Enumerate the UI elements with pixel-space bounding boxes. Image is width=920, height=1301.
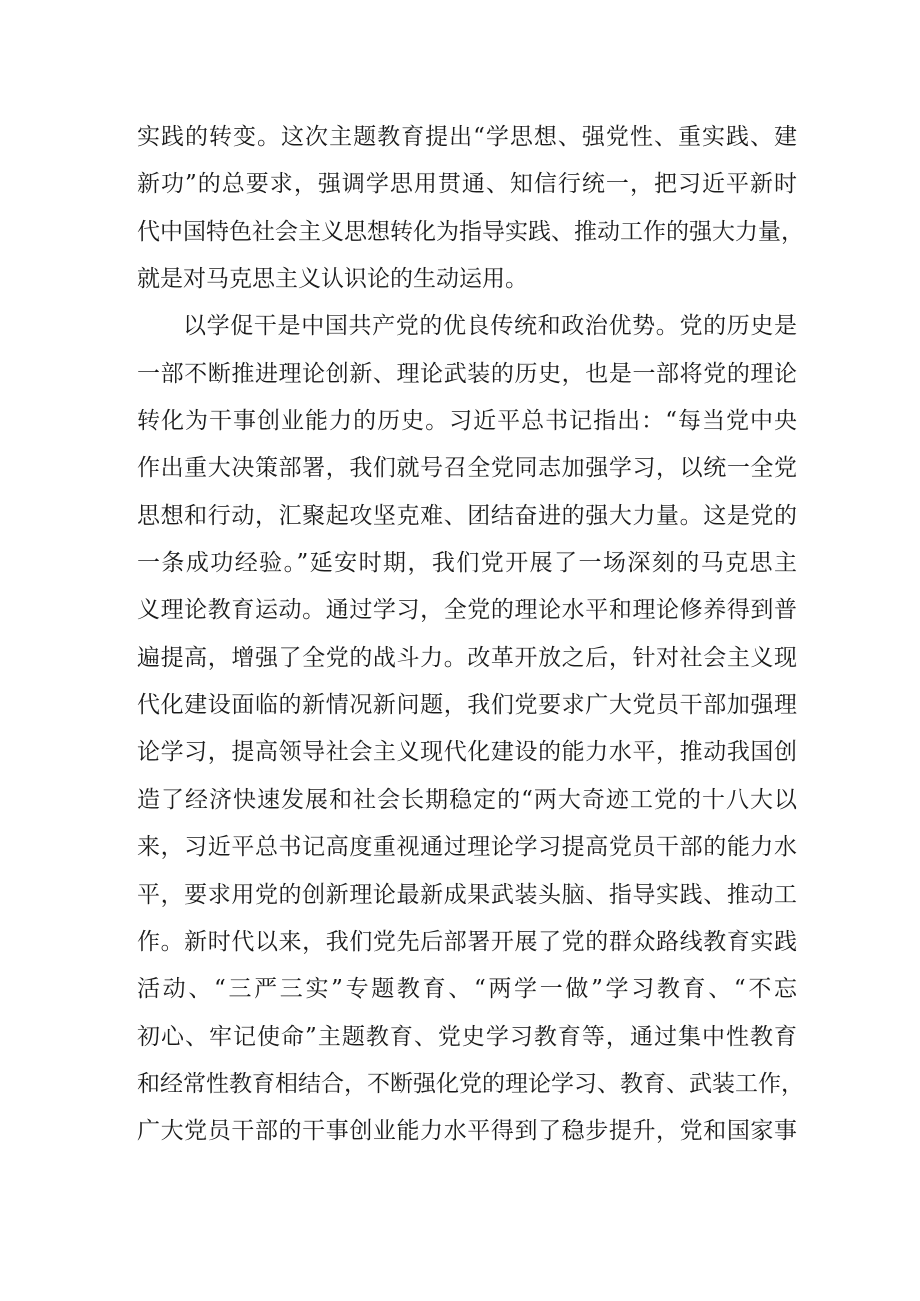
paragraph-first-line: 以学促干是中国共产党的优良传统和政治优势。党的历史是 (183, 313, 797, 340)
text-line: 和经常性教育相结合，不断强化党的理论学习、教育、武装工作， (137, 1070, 804, 1097)
text-line: 代化建设面临的新情况新问题，我们党要求广大党员干部加强理 (137, 692, 797, 719)
text-line: 造了经济快速发展和社会长期稳定的“两大奇迹工党的十八大以 (137, 786, 797, 813)
text-line: 活动、“三严三实”专题教育、“两学一做”学习教育、“不忘 (137, 976, 797, 1003)
text-line: 一条成功经验。”延安时期，我们党开展了一场深刻的马克思主 (137, 550, 797, 577)
text-line: 作。新时代以来，我们党先后部署开展了党的群众路线教育实践 (137, 928, 797, 955)
text-line: 转化为干事创业能力的历史。习近平总书记指出：“每当党中央 (137, 408, 797, 435)
text-line: 就是对马克思主义认识论的生动运用。 (137, 266, 528, 293)
text-line: 一部不断推进理论创新、理论武装的历史，也是一部将党的理论 (137, 360, 797, 387)
body-text (137, 114, 804, 1156)
text-line: 实践的转变。这次主题教育提出“学思想、强党性、重实践、建 (137, 124, 797, 150)
text-line: 平，要求用党的创新理论最新成果武装头脑、指导实践、推动工 (137, 881, 797, 908)
text-line: 遍提高，增强了全党的战斗力。改革开放之后，针对社会主义现 (137, 644, 797, 671)
text-line: 来，习近平总书记高度重视通过理论学习提高党员干部的能力水 (137, 834, 797, 861)
text-line: 思想和行动，汇聚起攻坚克难、团结奋进的强大力量。这是党的 (137, 502, 797, 529)
text-line: 初心、牢记使命”主题教育、党史学习教育等，通过集中性教育 (137, 1023, 797, 1050)
text-line: 义理论教育运动。通过学习，全党的理论水平和理论修养得到普 (137, 597, 797, 624)
text-line: 作出重大决策部署，我们就号召全党同志加强学习，以统一全党 (137, 455, 797, 482)
text-line: 论学习，提高领导社会主义现代化建设的能力水平，推动我国创 (137, 739, 797, 766)
text-line: 新功”的总要求，强调学思用贯通、知信行统一，把习近平新时 (137, 171, 797, 198)
text-line: 广大党员干部的干事创业能力水平得到了稳步提升，党和国家事 (137, 1118, 797, 1145)
text-line: 代中国特色社会主义思想转化为指导实践、推动工作的强大力量， (137, 218, 804, 245)
